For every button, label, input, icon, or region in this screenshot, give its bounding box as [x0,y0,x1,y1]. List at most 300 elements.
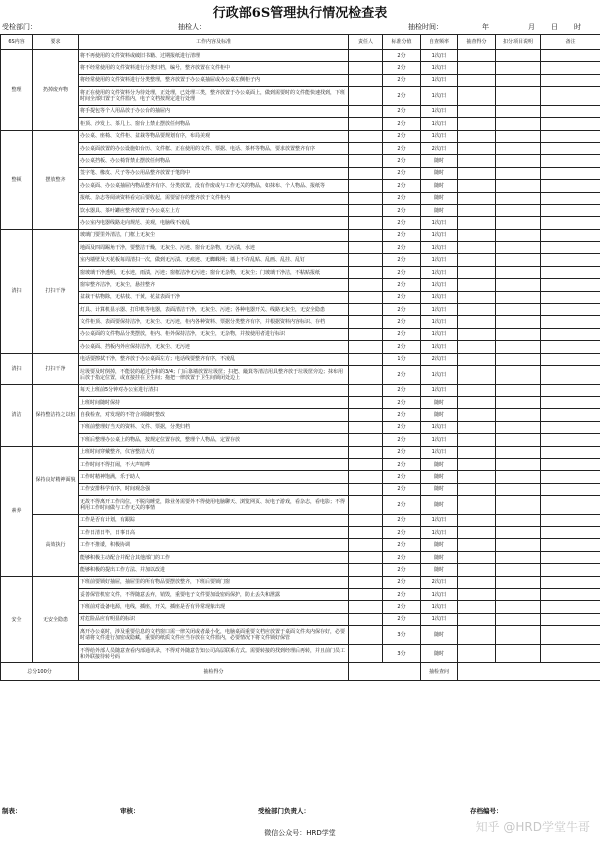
owner-cell[interactable] [349,217,383,229]
remarks-cell[interactable] [541,62,600,74]
remarks-cell[interactable] [541,589,600,601]
deduction-note-cell[interactable] [496,353,541,365]
spot-score-cell[interactable] [458,167,496,179]
table-row [1,576,600,588]
deduction-note-cell[interactable] [496,514,541,526]
score-cell: 2分 [383,328,421,340]
deduction-note-cell[interactable] [496,644,541,663]
remarks-cell[interactable] [541,105,600,117]
remarks-cell[interactable] [541,421,600,433]
spot-score-cell[interactable] [458,130,496,142]
frequency-cell: 2次/日 [421,142,458,154]
owner-cell[interactable] [349,434,383,446]
spot-score-cell[interactable] [458,180,496,192]
table-row [1,353,600,365]
owner-cell[interactable] [349,601,383,613]
remarks-cell[interactable] [541,291,600,303]
remarks-cell[interactable] [541,167,600,179]
spot-score-cell[interactable] [458,644,496,663]
table-row [1,458,600,470]
deduction-note-cell[interactable] [496,341,541,353]
score-cell: 2分 [383,365,421,384]
spot-score-cell[interactable] [458,192,496,204]
spot-score-cell[interactable] [458,539,496,551]
owner-cell[interactable] [349,291,383,303]
spot-score-cell[interactable] [458,589,496,601]
standard-cell: 能够积极的提出工作方法、并加以改进 [79,564,349,576]
spot-score-cell[interactable] [458,384,496,396]
remarks-cell[interactable] [541,527,600,539]
spot-score-cell[interactable] [458,328,496,340]
frequency-cell: 1次/日 [421,384,458,396]
score-cell: 2分 [383,74,421,86]
table-row [1,384,600,396]
owner-cell[interactable] [349,421,383,433]
table-row [1,229,600,241]
spot-score-cell[interactable] [458,341,496,353]
deduction-note-cell[interactable] [496,279,541,291]
watermark-text: 知乎 @HRD学堂牛哥 [475,820,590,834]
header-cell: 6S内容 [1,35,33,50]
table-row [1,254,600,266]
category-cell: 安全 [1,576,33,663]
owner-cell[interactable] [349,266,383,278]
owner-cell[interactable] [349,483,383,495]
spot-score-cell[interactable] [458,409,496,421]
remarks-cell[interactable] [541,229,600,241]
spot-score-cell[interactable] [458,576,496,588]
deduction-note-cell[interactable] [496,229,541,241]
deduction-note-cell[interactable] [496,204,541,216]
table-row [1,514,600,526]
deduction-note-cell[interactable] [496,155,541,167]
table-row [1,118,600,130]
spot-score-cell[interactable] [458,74,496,86]
spot-score-cell[interactable] [458,564,496,576]
spot-score-cell[interactable] [458,527,496,539]
table-row [1,204,600,216]
deduction-note-cell[interactable] [496,62,541,74]
standard-cell: 办公桌面、挡板内外应保持洁净，无灰尘、无污迹 [79,341,349,353]
deduction-note-cell[interactable] [496,626,541,645]
remarks-cell[interactable] [541,279,600,291]
remarks-cell[interactable] [541,192,600,204]
frequency-cell: 随时 [421,626,458,645]
remarks-cell[interactable] [541,328,600,340]
standard-cell: 上班时间穿戴整齐，仪容整洁大方 [79,446,349,458]
owner-cell[interactable] [349,192,383,204]
remarks-cell[interactable] [541,613,600,625]
owner-cell[interactable] [349,105,383,117]
frequency-cell: 随时 [421,409,458,421]
deduction-note-cell[interactable] [496,254,541,266]
deduction-note-cell[interactable] [496,365,541,384]
owner-cell[interactable] [349,384,383,396]
hour-label: 时 [574,23,581,31]
spot-score-cell[interactable] [458,229,496,241]
meta-row [0,20,600,34]
deduction-note-cell[interactable] [496,589,541,601]
spot-score-cell[interactable] [458,551,496,563]
owner-cell[interactable] [349,204,383,216]
standard-cell: 办公桌面放置的办公设施如台历、文件框、正在使用的文件、票据、电话、茶杯等物品，要求放置整齐有序 [79,142,349,154]
owner-cell[interactable] [349,254,383,266]
frequency-cell: 1次/日 [421,62,458,74]
month-label: 月 [528,23,535,31]
deduction-note-cell[interactable] [496,192,541,204]
remarks-cell[interactable] [541,118,600,130]
spot-score-cell[interactable] [458,471,496,483]
spot-score-cell[interactable] [458,50,496,62]
spot-score-cell[interactable] [458,142,496,154]
spot-score-cell[interactable] [458,217,496,229]
table-row [1,266,600,278]
remarks-cell[interactable] [541,217,600,229]
owner-cell[interactable] [349,50,383,62]
remarks-cell[interactable] [541,564,600,576]
frequency-cell: 1次/日 [421,341,458,353]
score-cell: 2分 [383,279,421,291]
frequency-cell: 1次/日 [421,217,458,229]
owner-cell[interactable] [349,613,383,625]
frequency-cell: 1次/日 [421,87,458,106]
deduction-note-cell[interactable] [496,446,541,458]
remarks-cell[interactable] [541,180,600,192]
remarks-cell[interactable] [541,130,600,142]
frequency-cell: 随时 [421,180,458,192]
remarks-cell[interactable] [541,539,600,551]
owner-cell[interactable] [349,564,383,576]
owner-cell[interactable] [349,576,383,588]
spot-score-cell[interactable] [458,155,496,167]
spot-score-cell[interactable] [458,434,496,446]
deduction-note-cell[interactable] [496,74,541,86]
table-row [1,446,600,458]
spot-score-cell[interactable] [458,316,496,328]
score-cell: 2分 [383,50,421,62]
owner-cell[interactable] [349,446,383,458]
spot-score-cell[interactable] [458,458,496,470]
score-cell: 2分 [383,601,421,613]
table-row [1,421,600,433]
score-cell: 2分 [383,539,421,551]
header-cell: 责任人 [349,35,383,50]
score-cell: 3分 [383,644,421,663]
spot-score-cell[interactable] [458,242,496,254]
owner-cell[interactable] [349,365,383,384]
owner-cell[interactable] [349,87,383,106]
spot-score-cell[interactable] [458,87,496,106]
owner-cell[interactable] [349,328,383,340]
remarks-cell[interactable] [541,142,600,154]
frequency-cell: 随时 [421,204,458,216]
header-cell: 工作内容及标准 [79,35,349,50]
spot-score-cell[interactable] [458,291,496,303]
score-cell: 1分 [383,353,421,365]
owner-cell[interactable] [349,396,383,408]
score-cell: 2分 [383,304,421,316]
owner-cell[interactable] [349,551,383,563]
remarks-cell[interactable] [541,204,600,216]
deduction-note-cell[interactable] [496,527,541,539]
deduction-note-cell[interactable] [496,613,541,625]
spot-score-cell[interactable] [458,483,496,495]
standard-cell: 下班后整理办公桌上的物品，按规定位置存放，整理个人物品，定置存放 [79,434,349,446]
deduction-note-cell[interactable] [496,384,541,396]
year-label: 年 [482,23,489,31]
owner-cell[interactable] [349,229,383,241]
standard-cell: 将正在使用的文件资料分为待处理，正处理，已处理三类，整齐放置于办公桌面上，做到需要时的文件能快速找到，下班时间全部归置于文件篮内，电子文档按规定进行处理 [79,87,349,106]
standard-cell: 办公桌、座椅、文件柜、盆栽等物品要规划有序，布局美观 [79,130,349,142]
deduction-note-cell[interactable] [496,105,541,117]
score-cell: 2分 [383,155,421,167]
remarks-cell[interactable] [541,341,600,353]
owner-cell[interactable] [349,353,383,365]
frequency-cell: 1次/日 [421,50,458,62]
score-cell: 2分 [383,434,421,446]
remarks-cell[interactable] [541,446,600,458]
owner-cell[interactable] [349,341,383,353]
score-cell: 2分 [383,564,421,576]
spot-score-cell[interactable] [458,613,496,625]
owner-cell[interactable] [349,242,383,254]
remarks-cell[interactable] [541,496,600,515]
remarks-cell[interactable] [541,409,600,421]
standard-cell: 妥善保管机密文件，不得随意丢弃，销毁，重要电子文件要加设密码保护，防止丢失和泄露 [79,589,349,601]
table-row [1,341,600,353]
remarks-cell[interactable] [541,471,600,483]
deduction-note-cell[interactable] [496,434,541,446]
archive-no-label: 存档编号： [470,807,503,815]
spot-score-cell[interactable] [458,118,496,130]
deduction-note-cell[interactable] [496,167,541,179]
deduction-note-cell[interactable] [496,328,541,340]
standard-cell: 能够积极主动配合并配合其他部门的工作 [79,551,349,563]
table-row [1,434,600,446]
owner-cell[interactable] [349,118,383,130]
spot-score-cell[interactable] [458,396,496,408]
deduction-note-cell[interactable] [496,118,541,130]
deduction-note-cell[interactable] [496,266,541,278]
deduction-note-cell[interactable] [496,217,541,229]
owner-cell[interactable] [349,527,383,539]
remarks-cell[interactable] [541,396,600,408]
remarks-cell[interactable] [541,155,600,167]
owner-cell[interactable] [349,496,383,515]
deduction-note-cell[interactable] [496,291,541,303]
frequency-cell: 1次/日 [421,446,458,458]
remarks-cell[interactable] [541,266,600,278]
spot-score-cell[interactable] [458,204,496,216]
deduction-note-cell[interactable] [496,316,541,328]
deduction-note-cell[interactable] [496,396,541,408]
spot-score-cell[interactable] [458,105,496,117]
table-row [1,613,600,625]
owner-cell[interactable] [349,304,383,316]
deduction-note-cell[interactable] [496,551,541,563]
owner-cell[interactable] [349,539,383,551]
category-cell: 清扫 [1,229,33,353]
table-row [1,50,600,62]
owner-cell[interactable] [349,589,383,601]
remarks-cell[interactable] [541,87,600,106]
table-row [1,304,600,316]
spot-score-cell[interactable] [458,365,496,384]
deduction-note-cell[interactable] [496,180,541,192]
deduction-note-cell[interactable] [496,564,541,576]
owner-cell[interactable] [349,514,383,526]
owner-cell[interactable] [349,74,383,86]
deduction-note-cell[interactable] [496,496,541,515]
score-cell: 3分 [383,626,421,645]
frequency-cell: 1次/日 [421,434,458,446]
requirement-cell: 扔掉废弃物 [33,50,79,131]
spot-score-cell[interactable] [458,266,496,278]
deduction-note-cell[interactable] [496,87,541,106]
remarks-cell[interactable] [541,50,600,62]
remarks-cell[interactable] [541,353,600,365]
table-row [1,551,600,563]
remarks-cell[interactable] [541,458,600,470]
owner-cell[interactable] [349,142,383,154]
owner-cell[interactable] [349,279,383,291]
score-cell: 2分 [383,316,421,328]
owner-cell[interactable] [349,471,383,483]
frequency-cell: 1次/日 [421,601,458,613]
spot-score-cell[interactable] [458,496,496,515]
table-row [1,601,600,613]
header-cell: 抽查得分 [458,35,496,50]
deduction-note-cell[interactable] [496,142,541,154]
table-row [1,589,600,601]
owner-cell[interactable] [349,644,383,663]
requirement-cell: 保持整洁持之以恒 [33,384,79,446]
frequency-cell: 1次/日 [421,613,458,625]
standard-cell: 下班前对设备电源，电线，插座，开关，插座是否有异常现象出现 [79,601,349,613]
owner-cell[interactable] [349,316,383,328]
owner-cell[interactable] [349,155,383,167]
remarks-cell[interactable] [541,434,600,446]
deduction-note-cell[interactable] [496,304,541,316]
category-cell: 整理 [1,50,33,131]
deduction-note-cell[interactable] [496,421,541,433]
dept-label: 受检部门： [2,23,37,31]
owner-cell[interactable] [349,409,383,421]
table-row [1,74,600,86]
frequency-cell: 1次/日 [421,421,458,433]
remarks-cell[interactable] [541,254,600,266]
remarks-cell[interactable] [541,316,600,328]
owner-cell[interactable] [349,458,383,470]
deduction-note-cell[interactable] [496,539,541,551]
spot-score-value[interactable] [349,663,421,681]
score-cell: 2分 [383,130,421,142]
score-cell: 2分 [383,514,421,526]
frequency-cell: 随时 [421,155,458,167]
remarks-cell[interactable] [541,601,600,613]
remarks-cell[interactable] [541,626,600,645]
spot-score-cell[interactable] [458,304,496,316]
deduction-note-cell[interactable] [496,130,541,142]
remarks-cell[interactable] [541,304,600,316]
spot-score-cell[interactable] [458,514,496,526]
table-row [1,155,600,167]
score-cell: 2分 [383,192,421,204]
deduction-note-cell[interactable] [496,483,541,495]
deduction-note-cell[interactable] [496,50,541,62]
deduction-note-cell[interactable] [496,242,541,254]
spot-score-cell[interactable] [458,601,496,613]
standard-cell: 将不再使用的文件资料或破旧书籍、过期报纸进行清理 [79,50,349,62]
spot-score-cell[interactable] [458,62,496,74]
frequency-cell: 随时 [421,483,458,495]
inspection-table [0,34,600,681]
remarks-cell[interactable] [541,365,600,384]
owner-cell[interactable] [349,180,383,192]
owner-cell[interactable] [349,167,383,179]
deduction-note-cell[interactable] [496,458,541,470]
frequency-cell: 随时 [421,192,458,204]
table-row [1,192,600,204]
standard-cell: 办公桌面、办公桌抽屉内物品整齐有序、分类放置，没有作废或与工作无关的物品，如抹布、个人物品、报纸等 [79,180,349,192]
remarks-cell[interactable] [541,644,600,663]
header-cell: 要求 [33,35,79,50]
standard-cell: 每天上班前5分钟对办公室进行清扫 [79,384,349,396]
deduction-note-cell[interactable] [496,576,541,588]
frequency-cell: 1次/日 [421,291,458,303]
standard-cell: 工作安排科学有序，时间观念强 [79,483,349,495]
remarks-cell[interactable] [541,384,600,396]
table-row [1,167,600,179]
owner-cell[interactable] [349,626,383,645]
frequency-cell: 随时 [421,471,458,483]
spot-score-cell[interactable] [458,254,496,266]
owner-cell[interactable] [349,62,383,74]
spot-score-cell[interactable] [458,279,496,291]
remarks-cell[interactable] [541,74,600,86]
reviewed-by-label: 审核： [120,807,140,815]
standard-cell: 工作时间不得打闹，不大声喧哗 [79,458,349,470]
table-row [1,62,600,74]
score-cell: 2分 [383,421,421,433]
score-cell: 2分 [383,576,421,588]
frequency-cell: 随时 [421,167,458,179]
spot-check-value[interactable] [458,663,600,681]
score-cell: 2分 [383,589,421,601]
remarks-cell[interactable] [541,514,600,526]
remarks-cell[interactable] [541,483,600,495]
deduction-note-cell[interactable] [496,409,541,421]
owner-cell[interactable] [349,130,383,142]
frequency-cell: 1次/日 [421,365,458,384]
requirement-cell: 无安全隐患 [33,576,79,663]
spot-score-cell[interactable] [458,446,496,458]
deduction-note-cell[interactable] [496,601,541,613]
spot-score-cell[interactable] [458,626,496,645]
spot-score-cell[interactable] [458,353,496,365]
remarks-cell[interactable] [541,551,600,563]
header-cell: 备注 [541,35,600,50]
deduction-note-cell[interactable] [496,471,541,483]
score-cell: 2分 [383,242,421,254]
score-cell: 2分 [383,384,421,396]
frequency-cell: 随时 [421,644,458,663]
frequency-cell: 1次/日 [421,254,458,266]
spot-score-cell[interactable] [458,421,496,433]
score-cell: 2分 [383,291,421,303]
remarks-cell[interactable] [541,242,600,254]
remarks-cell[interactable] [541,576,600,588]
